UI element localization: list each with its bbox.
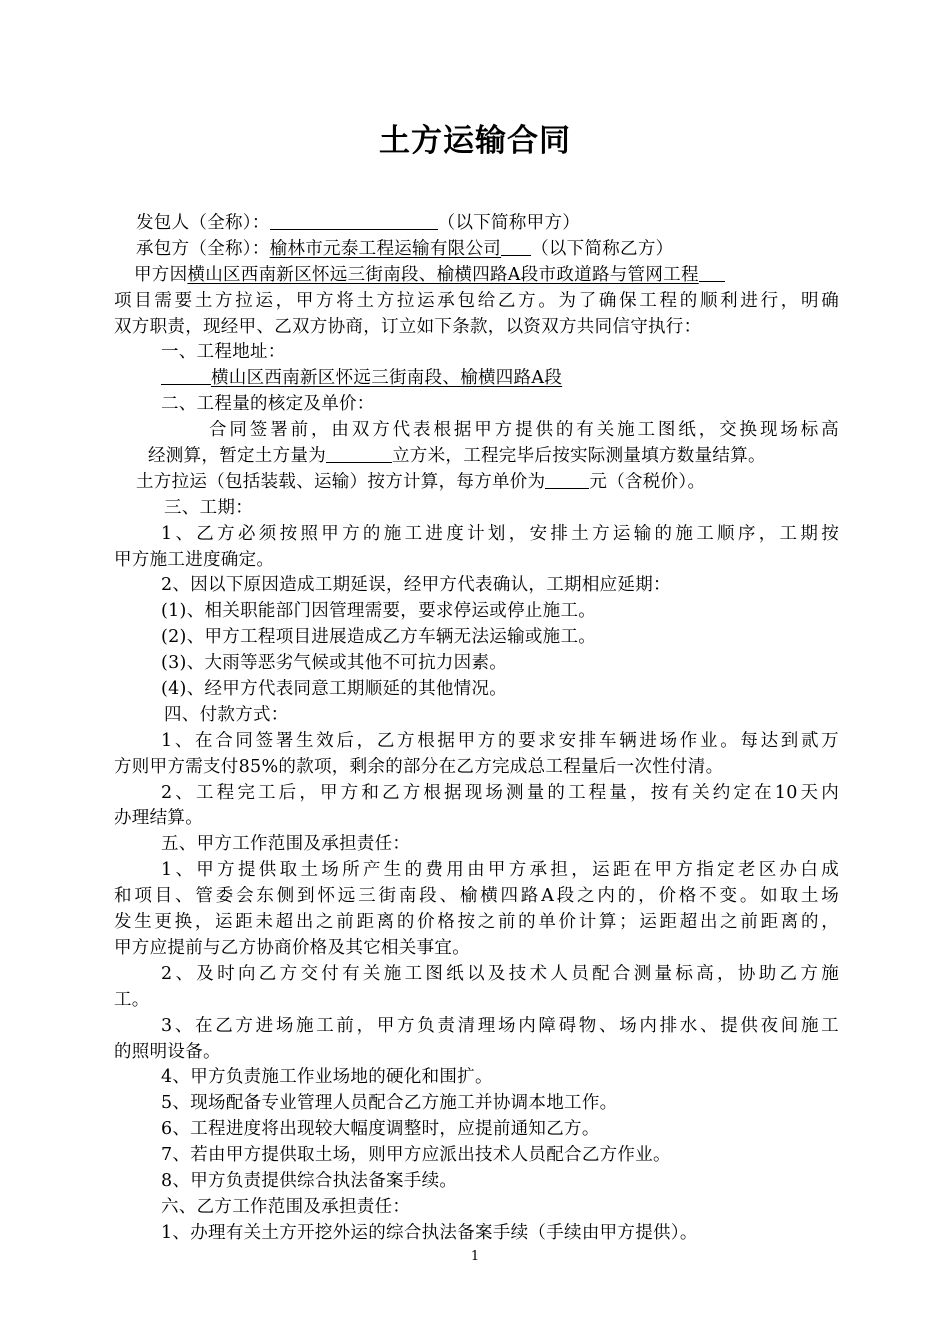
section-3-item-1-line-2: 甲方施工进度确定。: [114, 549, 275, 570]
section-3-sub-4: (4)、经甲方代表同意工期顺延的其他情况。: [161, 679, 508, 700]
section-5-heading: 五、甲方工作范围及承担责任：: [161, 834, 411, 855]
section-1-heading: 一、工程地址：: [161, 342, 286, 363]
unit-price-text-a: 土方拉运（包括装载、运输）按方计算，每方单价为: [136, 471, 546, 492]
section-2-p2: [114, 470, 839, 496]
section-5-item-7: 7、若由甲方提供取土场，则甲方应派出技术人员配合乙方作业。: [161, 1145, 671, 1166]
section-4-item-1-line-2: 方则甲方需支付85%的款项，剩余的部分在乙方完成总工程量后一次性付清。: [114, 756, 724, 777]
section-4-item-2-line-1: 2、工程完工后，甲方和乙方根据现场测量的工程量，按有关约定在10天内: [161, 782, 839, 803]
contract-body: [114, 211, 839, 1247]
section-5-item-6: 6、工程进度将出现较大幅度调整时，应提前通知乙方。: [161, 1119, 600, 1140]
volume-text-a: 经测算，暂定土方量为: [148, 446, 326, 467]
party-a-name-blank: [270, 211, 438, 230]
section-5-item-8: 8、甲方负责提供综合执法备案手续。: [161, 1170, 458, 1191]
section-5-item-3-line-1: 3、在乙方进场施工前，甲方负责清理场内障碍物、场内排水、提供夜间施工: [161, 1015, 839, 1036]
section-5-item-2-line-2: 工。: [114, 989, 150, 1010]
intro-project: 横山区西南新区怀远三街南段、榆横四路A段市政道路与管网工程: [187, 264, 699, 285]
section-5-item-4: 4、甲方负责施工作业场地的硬化和围扩。: [161, 1067, 493, 1088]
section-6-item-1: 1、办理有关土方开挖外运的综合执法备案手续（手续由甲方提供）。: [161, 1222, 698, 1243]
section-4-item-2-line-2: 办理结算。: [114, 808, 203, 829]
intro-line-1: [114, 263, 839, 289]
document-title: 土方运输合同: [379, 123, 571, 159]
section-3-sub-2: (2)、甲方工程项目进展造成乙方车辆无法运输或施工。: [161, 627, 597, 648]
section-5-item-1-line-4: 甲方应提前与乙方协商价格及其它相关事宜。: [114, 937, 470, 958]
section-3-item-2: 2、因以下原因造成工期延误，经甲方代表确认，工期相应延期：: [161, 575, 671, 596]
unit-price-blank: [545, 470, 589, 489]
section-2-p1-line-2: [114, 444, 839, 470]
party-b-name: 榆林市元泰工程运输有限公司: [269, 238, 502, 259]
section-2-p1-line-1: 合同签署前，由双方代表根据甲方提供的有关施工图纸，交换现场标高: [209, 420, 839, 441]
volume-blank: [326, 444, 392, 463]
section-3-sub-3: (3)、大雨等恶劣气候或其他不可抗力因素。: [161, 653, 508, 674]
section-5-item-3-line-2: 的照明设备。: [114, 1041, 221, 1062]
section-2-heading: 二、工程量的核定及单价：: [161, 394, 375, 415]
intro-line-3: 双方职责，现经甲、乙双方协商，订立如下条款，以资双方共同信守执行：: [114, 316, 702, 337]
section-5-item-2-line-1: 2、及时向乙方交付有关施工图纸以及技术人员配合测量标高，协助乙方施: [161, 963, 839, 984]
intro-line-2: 项目需要土方拉运，甲方将土方拉运承包给乙方。为了确保工程的顺利进行，明确: [114, 290, 839, 311]
section-1-address: 横山区西南新区怀远三街南段、榆横四路A段: [211, 368, 563, 389]
party-a-label: 发包人（全称）：: [136, 213, 270, 233]
section-3-sub-1: (1)、相关职能部门因管理需要，要求停运或停止施工。: [161, 601, 597, 622]
page-number: 1: [470, 1249, 480, 1264]
section-4-heading: 四、付款方式：: [164, 704, 289, 725]
section-3-item-1-line-1: 1、乙方必须按照甲方的施工进度计划，安排土方运输的施工顺序，工期按: [161, 523, 839, 544]
party-b-line: [114, 237, 839, 263]
intro-project-trail: [699, 263, 725, 282]
unit-price-text-b: 元（含税价）。: [589, 471, 706, 492]
section-1-address-line: [114, 366, 839, 392]
section-5-item-1-line-3: 发生更换，运距未超出之前距离的价格按之前的单价计算；运距超出之前距离的，: [114, 912, 839, 933]
intro-prefix: 甲方因: [134, 264, 188, 285]
party-a-suffix: （以下简称甲方）: [437, 213, 581, 233]
section-5-item-1-line-2: 和项目、管委会东侧到怀远三街南段、榆横四路A段之内的，价格不变。如取土场: [114, 886, 839, 907]
address-lead-blank: [161, 366, 211, 385]
section-4-item-1-line-1: 1、在合同签署生效后，乙方根据甲方的要求安排车辆进场作业。每达到贰万: [161, 730, 839, 751]
party-b-suffix: （以下简称乙方）: [531, 238, 674, 259]
party-b-label: 承包方（全称）：: [136, 238, 270, 259]
section-6-heading: 六、乙方工作范围及承担责任：: [161, 1196, 411, 1217]
party-a-line: [114, 211, 839, 237]
section-5-item-5: 5、现场配备专业管理人员配合乙方施工并协调本地工作。: [161, 1093, 618, 1114]
section-5-item-1-line-1: 1、甲方提供取土场所产生的费用由甲方承担，运距在甲方指定老区办白成: [161, 860, 839, 881]
volume-text-b: 立方米，工程完毕后按实际测量填方数量结算。: [392, 446, 766, 467]
party-b-name-trail: [501, 237, 531, 256]
section-3-heading: 三、工期：: [164, 497, 253, 518]
